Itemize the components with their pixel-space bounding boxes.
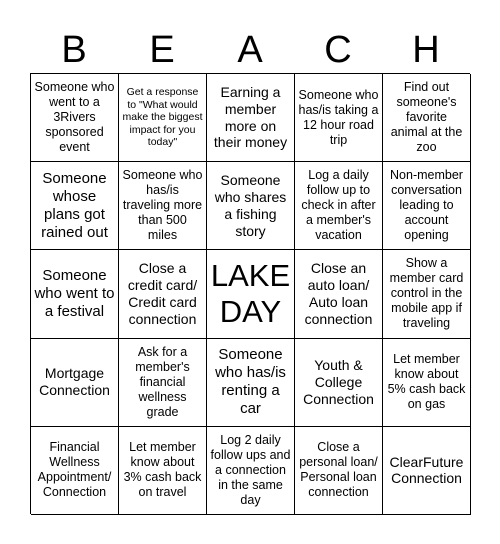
bingo-grid — [30, 73, 470, 514]
bingo-cell[interactable]: Log a daily follow up to check in after a member's vacation — [295, 162, 383, 250]
bingo-cell[interactable]: Someone whose plans got rained out — [31, 162, 119, 250]
bingo-cell[interactable]: Let member know about 3% cash back on travel — [119, 427, 207, 515]
bingo-cell[interactable]: Close a credit card/ Credit card connection — [119, 250, 207, 338]
header-letter-b: B — [61, 29, 87, 71]
bingo-cell[interactable]: Someone who has/is taking a 12 hour road trip — [295, 74, 383, 162]
bingo-cell[interactable]: Someone who went to a 3Rivers sponsored event — [31, 74, 119, 162]
header-letter-c: C — [324, 29, 352, 71]
bingo-cell[interactable]: Financial Wellness Appointment/ Connection — [31, 427, 119, 515]
bingo-cell[interactable]: Mortgage Connection — [31, 339, 119, 427]
bingo-cell[interactable]: Get a response to "What would make the biggest impact for you today" — [119, 74, 207, 162]
bingo-cell[interactable]: Show a member card control in the mobile app if traveling — [383, 250, 471, 338]
bingo-cell[interactable]: Earning a member more on their money — [207, 74, 295, 162]
bingo-cell[interactable]: Let member know about 5% cash back on gas — [383, 339, 471, 427]
bingo-header — [30, 28, 470, 72]
bingo-cell[interactable]: Log 2 daily follow ups and a connection in the same day — [207, 427, 295, 515]
bingo-cell[interactable]: Someone who shares a fishing story — [207, 162, 295, 250]
bingo-cell[interactable]: Non-member conversation leading to account opening — [383, 162, 471, 250]
bingo-cell[interactable]: ClearFuture Connection — [383, 427, 471, 515]
bingo-cell[interactable]: Close an auto loan/ Auto loan connection — [295, 250, 383, 338]
header-letter-e: E — [149, 29, 175, 71]
free-space-cell[interactable]: LAKE DAY — [207, 250, 295, 338]
bingo-cell[interactable]: Ask for a member's financial wellness grade — [119, 339, 207, 427]
header-letter-a: A — [237, 29, 263, 71]
header-letter-h: H — [412, 29, 440, 71]
bingo-cell[interactable]: Someone who has/is renting a car — [207, 339, 295, 427]
bingo-cell[interactable]: Someone who went to a festival — [31, 250, 119, 338]
bingo-cell[interactable]: Find out someone's favorite animal at the zoo — [383, 74, 471, 162]
bingo-cell[interactable]: Close a personal loan/ Personal loan connection — [295, 427, 383, 515]
bingo-cell[interactable]: Youth & College Connection — [295, 339, 383, 427]
bingo-cell[interactable]: Someone who has/is traveling more than 500 miles — [119, 162, 207, 250]
